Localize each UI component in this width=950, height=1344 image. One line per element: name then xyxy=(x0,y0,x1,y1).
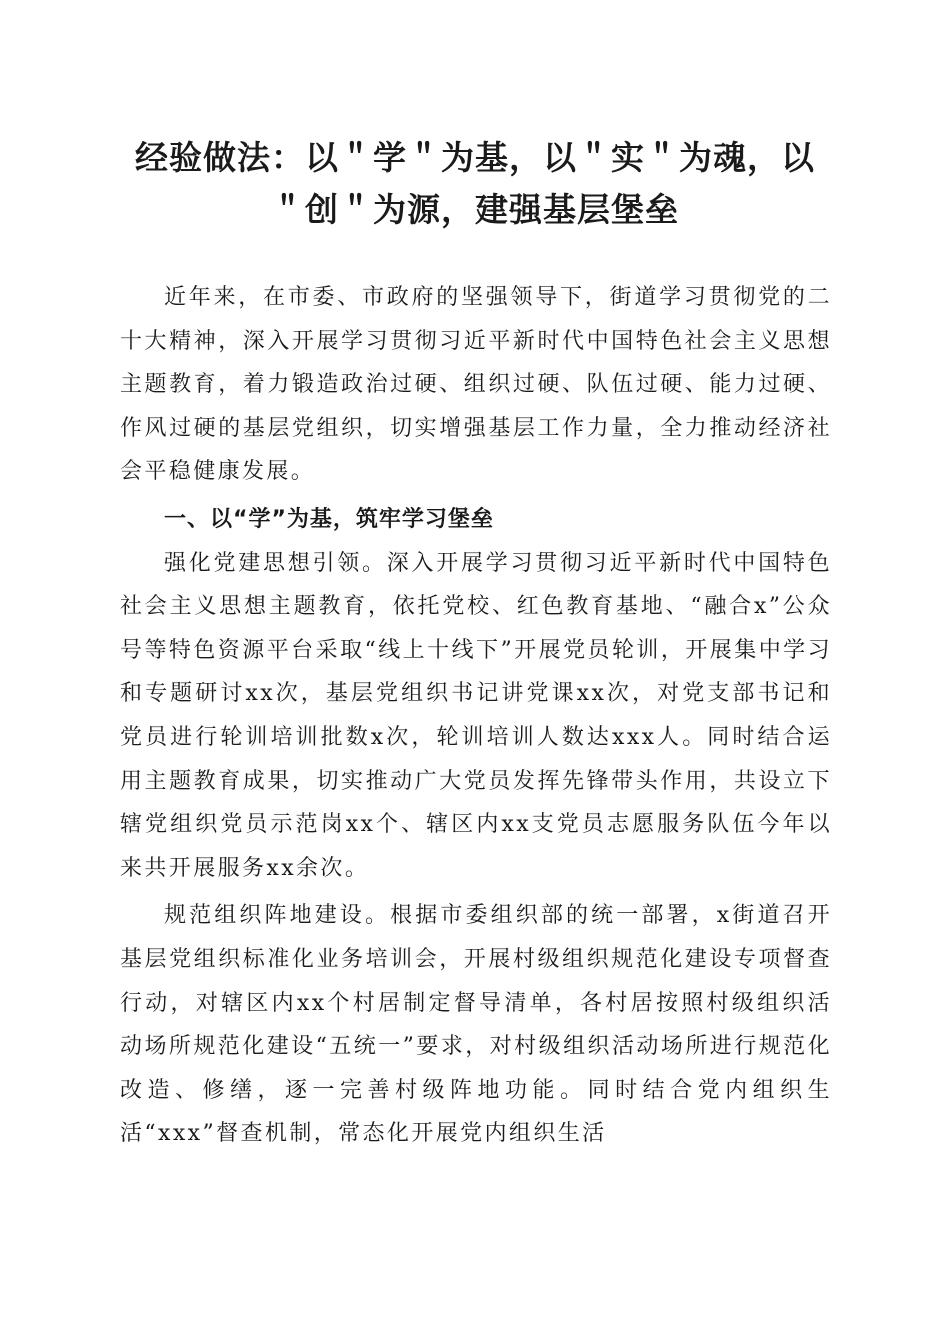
section1-paragraph-1: 强化党建思想引领。深入开展学习贯彻习近平新时代中国特色社会主义思想主题教育，依托党校、红色教育基地、“融合x”公众号等特色资源平台采取“线上十线下”开展党员轮训，开展集中学习和专题研讨xx次，基层党组织书记讲党课xx次，对党支部书记和党员进行轮训培训批数x次，轮训培训人数达xxx人。同时结合运用主题教育成果，切实推动广大党员发挥先锋带头作用，共设立下辖党组织党员示范岗xx个、辖区内xx支党员志愿服务队伍今年以来共开展服务xx余次。 xyxy=(120,550,832,881)
document-body xyxy=(120,276,832,1156)
title-line-1: 经验做法：以＂学＂为基，以＂实＂为魂，以 xyxy=(135,138,815,177)
document-title xyxy=(100,132,850,236)
section1-paragraph-2: 规范组织阵地建设。根据市委组织部的统一部署，x街道召开基层党组织标准化业务培训会，开展村级组织规范化建设专项督查行动，对辖区内xx个村居制定督导清单，各村居按照村级组织活动场所规范化建设“五统一”要求，对村级组织活动场所进行规范化改造、修缮，逐一完善村级阵地功能。同时结合党内组织生活“xxx”督查机制，常态化开展党内组织生活 xyxy=(120,903,832,1147)
title-line-2: ＂创＂为源，建强基层堡垒 xyxy=(271,190,679,229)
intro-paragraph: 近年来，在市委、市政府的坚强领导下，街道学习贯彻党的二十大精神，深入开展学习贯彻习近平新时代中国特色社会主义思想主题教育，着力锻造政治过硬、组织过硬、队伍过硬、能力过硬、作风过硬的基层党组织，切实增强基层工作力量，全力推动经济社会平稳健康发展。 xyxy=(120,285,832,485)
section-heading-1: 一、以“学”为基，筑牢学习堡垒 xyxy=(164,506,494,532)
